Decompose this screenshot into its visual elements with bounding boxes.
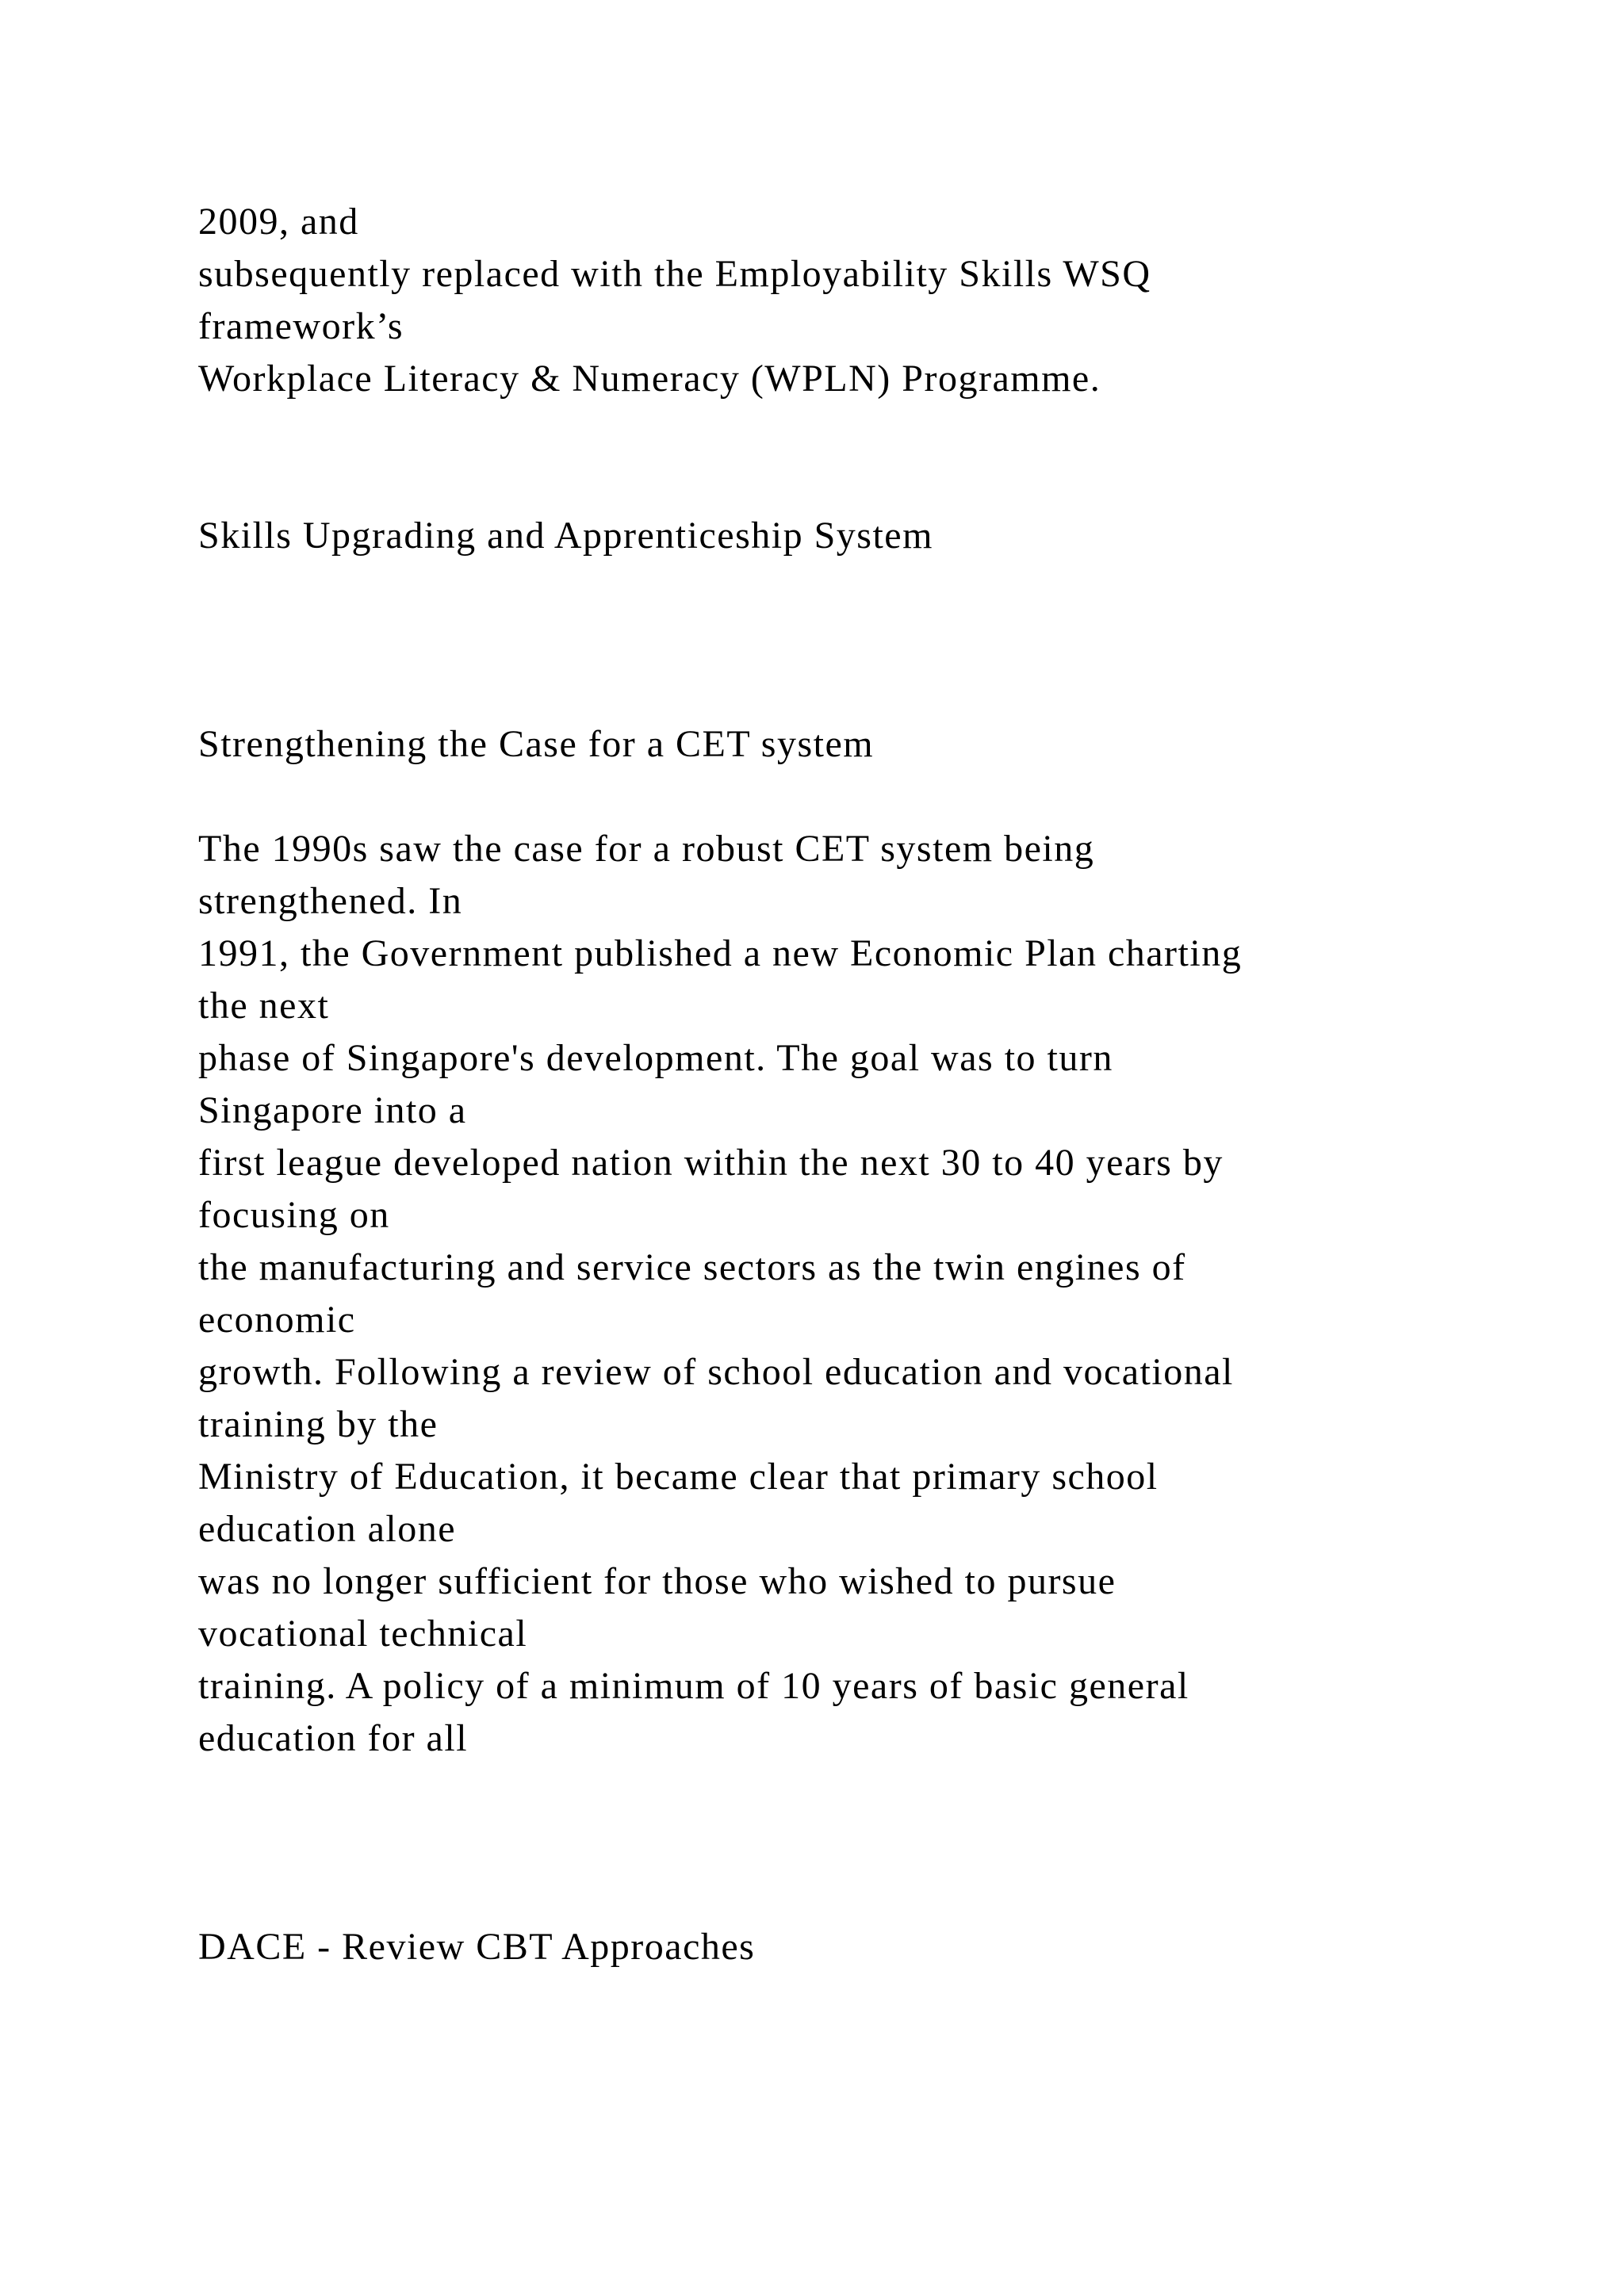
body-line-16: vocational technical bbox=[198, 1613, 528, 1655]
body-line-4: the next bbox=[198, 985, 330, 1027]
intro-line-1: 2009, and bbox=[198, 201, 359, 243]
body-line-1: The 1990s saw the case for a robust CET system being bbox=[198, 828, 1095, 870]
body-line-17: training. A policy of a minimum of 10 years of basic general bbox=[198, 1665, 1189, 1707]
section-heading-cet-case: Strengthening the Case for a CET system bbox=[198, 723, 875, 765]
body-line-14: education alone bbox=[198, 1508, 457, 1550]
body-line-3: 1991, the Government published a new Economic Plan charting bbox=[198, 932, 1243, 974]
body-line-10: economic bbox=[198, 1299, 356, 1341]
body-line-9: the manufacturing and service sectors as the twin engines of bbox=[198, 1246, 1186, 1288]
body-line-18: education for all bbox=[198, 1717, 469, 1759]
section-heading-skills-upgrading: Skills Upgrading and Apprenticeship System bbox=[198, 515, 933, 557]
intro-line-3: framework’s bbox=[198, 305, 404, 347]
section-heading-dace: DACE - Review CBT Approaches bbox=[198, 1926, 756, 1968]
body-line-6: Singapore into a bbox=[198, 1089, 467, 1131]
body-line-11: growth. Following a review of school education and vocational bbox=[198, 1351, 1234, 1393]
body-line-8: focusing on bbox=[198, 1194, 390, 1236]
body-line-13: Ministry of Education, it became clear that primary school bbox=[198, 1456, 1159, 1498]
body-line-5: phase of Singapore's development. The goal was to turn bbox=[198, 1037, 1113, 1079]
body-line-15: was no longer sufficient for those who wished to pursue bbox=[198, 1560, 1116, 1602]
intro-line-2: subsequently replaced with the Employability Skills WSQ bbox=[198, 253, 1151, 295]
body-line-7: first league developed nation within the next 30 to 40 years by bbox=[198, 1142, 1224, 1184]
intro-line-4: Workplace Literacy & Numeracy (WPLN) Programme. bbox=[198, 358, 1101, 400]
body-line-2: strengthened. In bbox=[198, 880, 463, 922]
body-line-12: training by the bbox=[198, 1403, 439, 1445]
